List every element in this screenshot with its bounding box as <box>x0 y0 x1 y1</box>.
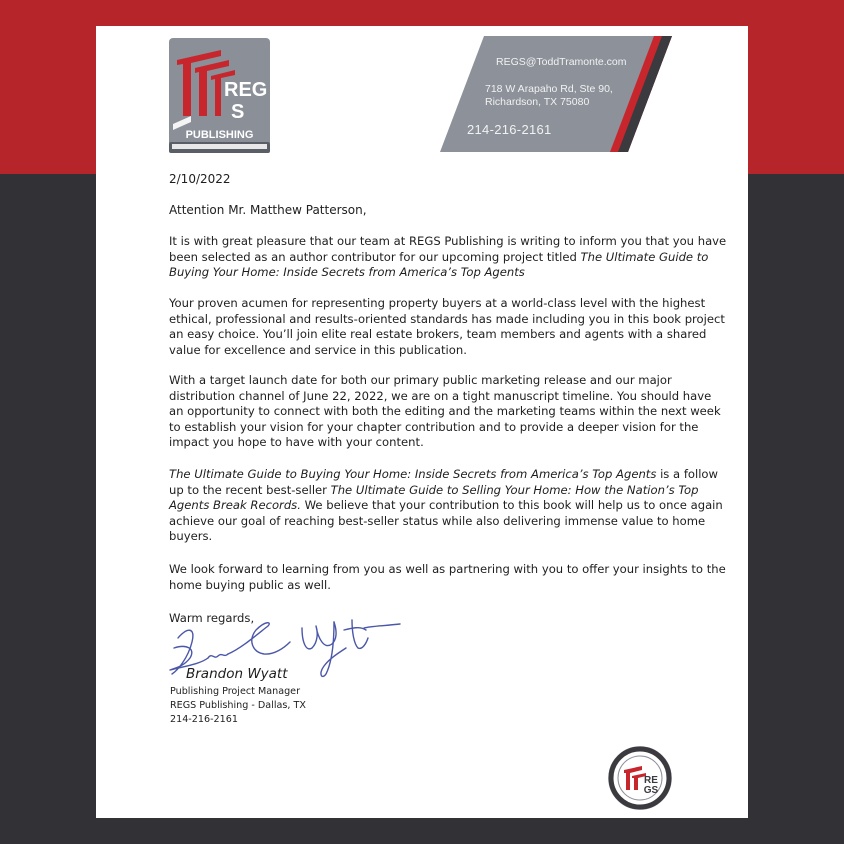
signer-phone: 214-216-2161 <box>170 714 238 726</box>
letter-salutation: Attention Mr. Matthew Patterson, <box>169 203 367 217</box>
signer-name: Brandon Wyatt <box>186 666 288 682</box>
paragraph-5-text: We look forward to learning from you as well as partnering with you to offer your insights to the home buying public as well. <box>169 562 726 592</box>
regs-seal-logo <box>608 746 672 810</box>
contact-address-line2: Richardson, TX 75080 <box>485 96 590 108</box>
logo-label: PUBLISHING <box>185 129 254 141</box>
letter-date: 2/10/2022 <box>169 172 231 186</box>
contact-address-line1: 718 W Arapaho Rd, Ste 90, <box>485 83 613 95</box>
paragraph-4-bestseller-title: The Ultimate Guide to Selling Your Home: How the Nation’s Top Agents Break Records. <box>169 482 699 513</box>
paragraph-1 <box>169 234 729 281</box>
paragraph-2 <box>169 296 729 358</box>
contact-phone: 214-216-2161 <box>467 122 552 137</box>
contact-email: REGS@ToddTramonte.com <box>496 56 627 68</box>
paragraph-3-text: With a target launch date for both our primary public marketing release and our major distribution channel of June 22, 2022, we are on a tight manuscript timeline. You should have an opportunity to connect with both the editing and the marketing teams within the next week to establish your vision for your chapter contribution and to provide a deeper vision for the impact you hope to have with your content. <box>169 373 721 450</box>
regs-publishing-logo <box>169 38 270 153</box>
paragraph-3 <box>169 373 729 451</box>
seal-text-gs: GS <box>643 785 659 796</box>
paragraph-1-text: It is with great pleasure that our team at REGS Publishing is writing to inform you that you have been selected as an author contributor for our upcoming project titled <box>169 234 727 264</box>
logo-text-s: S <box>231 101 245 123</box>
signer-details <box>170 685 306 728</box>
paragraph-4-text-end: We believe that your contribution to this book will help us to once again achieve our goal of reaching best-seller status while also delivering immense value to home buyers. <box>169 498 723 544</box>
letter-page <box>96 26 748 818</box>
paragraph-2-text: Your proven acumen for representing property buyers at a world-class level with the highest ethical, professional and results-oriented standards has made including you in this book project an easy choice. You’ll join elite real estate brokers, team members and agents with a shared value for excellence and service in this publication. <box>169 296 725 357</box>
paragraph-4-text-mid: is a follow up to the recent best-seller <box>169 467 719 497</box>
signer-title: Publishing Project Manager <box>170 686 301 697</box>
paragraph-4 <box>169 467 729 545</box>
seal-text-re: RE <box>644 775 658 786</box>
letter-closing: Warm regards, <box>169 611 255 625</box>
logo-text-reg: REG <box>224 79 268 101</box>
paragraph-4-book-title: The Ultimate Guide to Buying Your Home: Inside Secrets from America’s Top Agents <box>169 467 657 481</box>
paragraph-5 <box>169 562 729 593</box>
signer-company: REGS Publishing - Dallas, TX <box>170 700 306 712</box>
paragraph-1-book-title: The Ultimate Guide to Buying Your Home: Inside Secrets from America’s Top Agents <box>169 249 709 280</box>
